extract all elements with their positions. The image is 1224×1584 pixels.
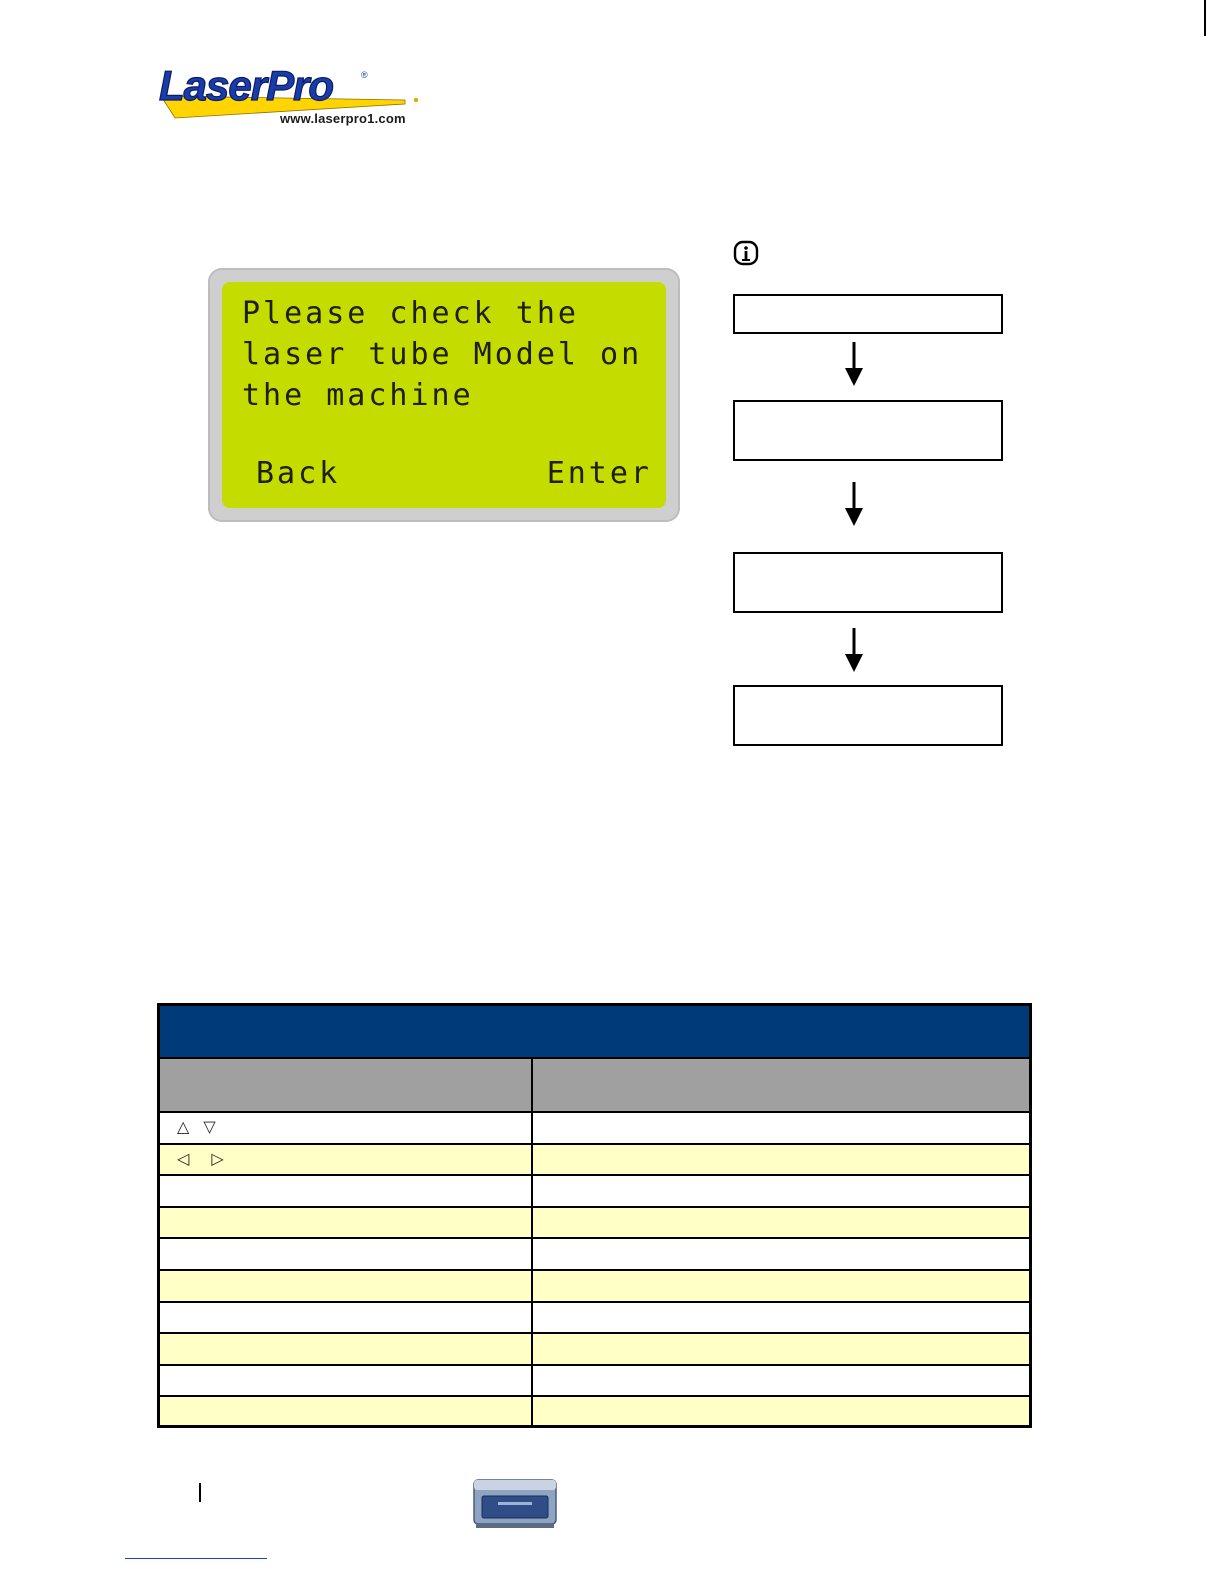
table-row: [160, 1176, 1029, 1208]
table-row: [160, 1271, 1029, 1303]
footer-link-underline: [125, 1558, 267, 1559]
left-right-keys: [177, 1149, 246, 1168]
footer-separator: [199, 1483, 201, 1502]
table-row: [160, 1208, 1029, 1240]
laser-machine-image: [468, 1474, 560, 1530]
triangle-left-icon: ◁: [177, 1148, 212, 1168]
table-row: [160, 1366, 1029, 1398]
flowchart-box-4: [733, 685, 1003, 746]
table-row: [160, 1145, 1029, 1177]
flowchart-box-2: [733, 400, 1003, 461]
table-row: [160, 1334, 1029, 1366]
lcd-back-label[interactable]: Back: [256, 456, 341, 491]
lcd-line-1: Please check the: [242, 296, 579, 331]
triangle-down-icon: ▽: [203, 1117, 230, 1136]
lcd-line-3: the machine: [242, 378, 474, 413]
triangle-right-icon: ▷: [211, 1148, 246, 1168]
page-edge-mark: [1204, 0, 1206, 36]
table-row: [160, 1397, 1029, 1425]
lcd-screen: [222, 282, 666, 508]
table-row: [160, 1303, 1029, 1335]
laserpro-logo: [155, 60, 425, 132]
lcd-enter-label[interactable]: Enter: [546, 456, 652, 491]
flowchart-box-1: [733, 294, 1003, 334]
lcd-line-2: laser tube Model on: [242, 337, 643, 372]
key-function-table: [157, 1003, 1032, 1428]
table-row: [160, 1113, 1029, 1145]
table-title-bar: [160, 1006, 1029, 1059]
info-icon: [733, 240, 759, 266]
up-down-keys: [177, 1117, 230, 1136]
flowchart-arrow-2: [843, 482, 865, 528]
flowchart-arrow-1: [843, 342, 865, 388]
flowchart-arrow-3: [843, 628, 865, 674]
logo-brand-text: LaserPro: [159, 62, 334, 109]
logo-url: www.laserpro1.com: [280, 111, 406, 126]
table-row: [160, 1239, 1029, 1271]
triangle-up-icon: △: [177, 1117, 204, 1136]
table-header-row: [160, 1059, 1029, 1113]
lcd-panel: [208, 268, 680, 522]
svg-text:®: ®: [361, 70, 368, 80]
flowchart-box-3: [733, 552, 1003, 613]
table-column-divider: [531, 1059, 533, 1425]
